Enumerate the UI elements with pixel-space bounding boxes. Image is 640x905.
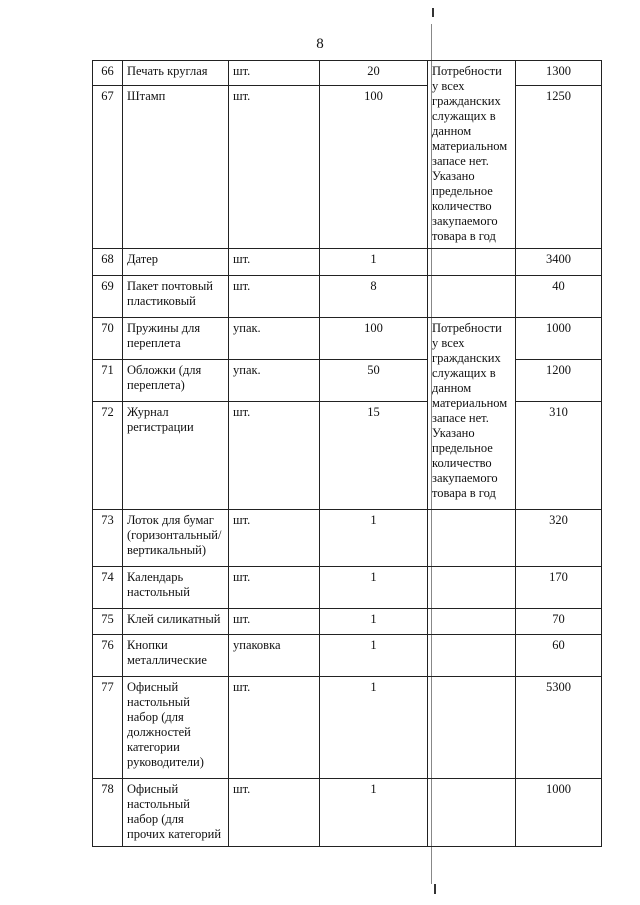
item-name: Офисный настольный набор (для должностей категории руководители) xyxy=(123,677,229,779)
row-number: 76 xyxy=(93,635,123,677)
row-number: 71 xyxy=(93,360,123,402)
item-unit: шт. xyxy=(229,567,320,609)
row-number: 72 xyxy=(93,402,123,510)
item-price: 5300 xyxy=(516,677,602,779)
scan-mark-bottom xyxy=(434,884,436,894)
item-price: 170 xyxy=(516,567,602,609)
item-note: Потребности у всех гражданских служащих в данном материальном запасе нет. Указано предельное количество закупаемого товара в год xyxy=(428,318,516,510)
row-number: 67 xyxy=(93,86,123,249)
row-number: 74 xyxy=(93,567,123,609)
item-note xyxy=(428,249,516,276)
item-unit: упаковка xyxy=(229,635,320,677)
table-row xyxy=(93,249,602,276)
item-quantity: 1 xyxy=(320,567,428,609)
item-price: 1200 xyxy=(516,360,602,402)
row-number: 70 xyxy=(93,318,123,360)
item-unit: шт. xyxy=(229,276,320,318)
item-price: 1300 xyxy=(516,61,602,86)
item-unit: шт. xyxy=(229,609,320,635)
item-unit: шт. xyxy=(229,677,320,779)
item-note xyxy=(428,276,516,318)
row-number: 78 xyxy=(93,779,123,847)
item-note: Потребности у всех гражданских служащих в данном материальном запасе нет. Указано предельное количество закупаемого товара в год xyxy=(428,61,516,249)
item-unit: шт. xyxy=(229,249,320,276)
row-number: 69 xyxy=(93,276,123,318)
item-unit: шт. xyxy=(229,779,320,847)
item-note xyxy=(428,510,516,567)
row-number: 77 xyxy=(93,677,123,779)
item-name: Датер xyxy=(123,249,229,276)
row-number: 75 xyxy=(93,609,123,635)
table-row xyxy=(93,677,602,779)
item-quantity: 1 xyxy=(320,510,428,567)
row-number: 66 xyxy=(93,61,123,86)
item-price: 1000 xyxy=(516,318,602,360)
table-row xyxy=(93,779,602,847)
item-quantity: 100 xyxy=(320,318,428,360)
table-row xyxy=(93,86,602,249)
item-name: Обложки (для переплета) xyxy=(123,360,229,402)
item-note xyxy=(428,635,516,677)
item-note xyxy=(428,567,516,609)
item-quantity: 100 xyxy=(320,86,428,249)
table-row xyxy=(93,402,602,510)
table-row xyxy=(93,318,602,360)
table-row xyxy=(93,360,602,402)
item-price: 1250 xyxy=(516,86,602,249)
row-number: 68 xyxy=(93,249,123,276)
item-quantity: 1 xyxy=(320,677,428,779)
item-price: 1000 xyxy=(516,779,602,847)
item-unit: шт. xyxy=(229,402,320,510)
item-name: Лоток для бумаг (горизонтальный/ вертикальный) xyxy=(123,510,229,567)
item-quantity: 1 xyxy=(320,609,428,635)
item-unit: упак. xyxy=(229,318,320,360)
item-name: Кнопки металлические xyxy=(123,635,229,677)
table-row xyxy=(93,276,602,318)
item-unit: шт. xyxy=(229,61,320,86)
item-name: Клей силикатный xyxy=(123,609,229,635)
item-name: Пакет почтовый пластиковый xyxy=(123,276,229,318)
item-price: 3400 xyxy=(516,249,602,276)
item-unit: упак. xyxy=(229,360,320,402)
item-note xyxy=(428,677,516,779)
item-name: Печать круглая xyxy=(123,61,229,86)
table-row xyxy=(93,61,602,86)
item-quantity: 1 xyxy=(320,635,428,677)
item-name: Офисный настольный набор (для прочих категорий xyxy=(123,779,229,847)
item-note xyxy=(428,609,516,635)
row-number: 73 xyxy=(93,510,123,567)
item-quantity: 50 xyxy=(320,360,428,402)
item-price: 310 xyxy=(516,402,602,510)
item-quantity: 20 xyxy=(320,61,428,86)
item-name: Пружины для переплета xyxy=(123,318,229,360)
item-quantity: 1 xyxy=(320,249,428,276)
item-quantity: 15 xyxy=(320,402,428,510)
table-row xyxy=(93,567,602,609)
item-unit: шт. xyxy=(229,510,320,567)
page-number: 8 xyxy=(316,36,324,52)
item-price: 60 xyxy=(516,635,602,677)
item-price: 70 xyxy=(516,609,602,635)
item-price: 320 xyxy=(516,510,602,567)
table-row xyxy=(93,609,602,635)
item-quantity: 8 xyxy=(320,276,428,318)
table-row xyxy=(93,635,602,677)
item-price: 40 xyxy=(516,276,602,318)
table-row xyxy=(93,510,602,567)
item-unit: шт. xyxy=(229,86,320,249)
materials-table xyxy=(92,60,602,847)
item-name: Календарь настольный xyxy=(123,567,229,609)
scan-mark-top xyxy=(432,8,434,17)
item-name: Журнал регистрации xyxy=(123,402,229,510)
item-note xyxy=(428,779,516,847)
item-name: Штамп xyxy=(123,86,229,249)
item-quantity: 1 xyxy=(320,779,428,847)
